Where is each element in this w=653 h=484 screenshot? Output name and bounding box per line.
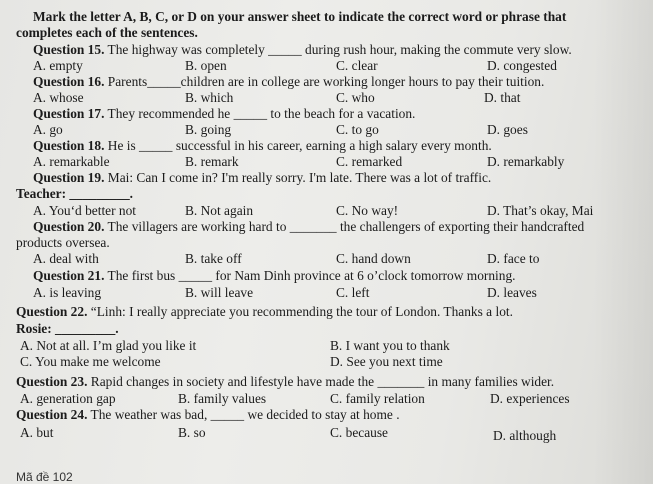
q20-option-d[interactable]: D. face to (487, 251, 540, 266)
q23-option-a[interactable]: A. generation gap (20, 391, 116, 406)
instructions-line-1: Mark the letter A, B, C, or D on your answer sheet to indicate the correct word or phrase that (33, 9, 567, 24)
question-15-stem: Question 15. The highway was completely _____ during rush hour, making the commute very slow. (33, 42, 572, 57)
q22-option-c[interactable]: C. You make me welcome (20, 354, 161, 369)
q18-option-b[interactable]: B. remark (185, 154, 239, 169)
q21-option-d[interactable]: D. leaves (487, 285, 537, 300)
q18-option-a[interactable]: A. remarkable (33, 154, 110, 169)
q15-option-d[interactable]: D. congested (487, 58, 557, 73)
question-24-stem: Question 24. The weather was bad, _____ we decided to stay at home . (16, 407, 400, 422)
q21-option-a[interactable]: A. is leaving (33, 285, 102, 300)
question-16-stem: Question 16. Parents_____children are in college are working longer hours to pay their tuition. (33, 74, 545, 89)
q17-option-d[interactable]: D. goes (487, 122, 528, 137)
q20-option-a[interactable]: A. deal with (33, 251, 99, 266)
question-22-rosie-line: Rosie: _________. (16, 321, 119, 336)
q19-option-d[interactable]: D. That’s okay, Mai (487, 203, 594, 218)
q22-option-d[interactable]: D. See you next time (330, 354, 443, 369)
question-19-teacher-line: Teacher: _________. (16, 186, 134, 201)
q18-option-c[interactable]: C. remarked (336, 154, 403, 169)
q19-option-b[interactable]: B. Not again (185, 203, 254, 218)
q17-option-c[interactable]: C. to go (336, 122, 379, 137)
q17-option-b[interactable]: B. going (185, 122, 232, 137)
question-20-stem-line-2: products oversea. (16, 235, 110, 250)
q21-option-b[interactable]: B. will leave (185, 285, 254, 300)
q24-option-d[interactable]: D. although (493, 428, 557, 443)
q20-option-c[interactable]: C. hand down (336, 251, 411, 266)
q16-option-c[interactable]: C. who (336, 90, 375, 105)
page-shadow (593, 0, 653, 484)
question-21-stem: Question 21. The first bus _____ for Nam Dinh province at 6 o’clock tomorrow morning. (33, 268, 516, 283)
q15-option-b[interactable]: B. open (185, 58, 227, 73)
q21-option-c[interactable]: C. left (336, 285, 370, 300)
question-18-stem: Question 18. He is _____ successful in his career, earning a high salary every month. (33, 138, 492, 153)
question-17-stem: Question 17. They recommended he _____ to the beach for a vacation. (33, 106, 416, 121)
q19-option-a[interactable]: A. You‘d better not (33, 203, 137, 218)
question-19-stem: Question 19. Mai: Can I come in? I'm really sorry. I'm late. There was a lot of traffic. (33, 170, 492, 185)
question-23-stem: Question 23. Rapid changes in society and lifestyle have made the _______ in many families wider. (16, 374, 555, 389)
q15-option-a[interactable]: A. empty (33, 58, 83, 73)
question-20-stem: Question 20. The villagers are working hard to _______ the challengers of exporting their handcrafted (33, 219, 585, 234)
q24-option-a[interactable]: A. but (20, 425, 54, 440)
q16-option-d[interactable]: D. that (484, 90, 521, 105)
q18-option-d[interactable]: D. remarkably (487, 154, 565, 169)
q20-option-b[interactable]: B. take off (185, 251, 242, 266)
instructions-line-2: completes each of the sentences. (16, 25, 198, 40)
exam-code-footer: Mã đề 102 (16, 470, 73, 484)
q23-option-d[interactable]: D. experiences (490, 391, 570, 406)
q22-option-b[interactable]: B. I want you to thank (330, 338, 450, 353)
q17-option-a[interactable]: A. go (33, 122, 63, 137)
q16-option-b[interactable]: B. which (185, 90, 234, 105)
question-22-stem: Question 22. “Linh: I really appreciate you recommending the tour of London. Thanks a lot. (16, 304, 513, 319)
q24-option-b[interactable]: B. so (178, 425, 206, 440)
q19-option-c[interactable]: C. No way! (336, 203, 399, 218)
q23-option-b[interactable]: B. family values (178, 391, 267, 406)
q16-option-a[interactable]: A. whose (33, 90, 84, 105)
q24-option-c[interactable]: C. because (330, 425, 389, 440)
q22-option-a[interactable]: A. Not at all. I’m glad you like it (20, 338, 197, 353)
q15-option-c[interactable]: C. clear (336, 58, 378, 73)
q23-option-c[interactable]: C. family relation (330, 391, 425, 406)
